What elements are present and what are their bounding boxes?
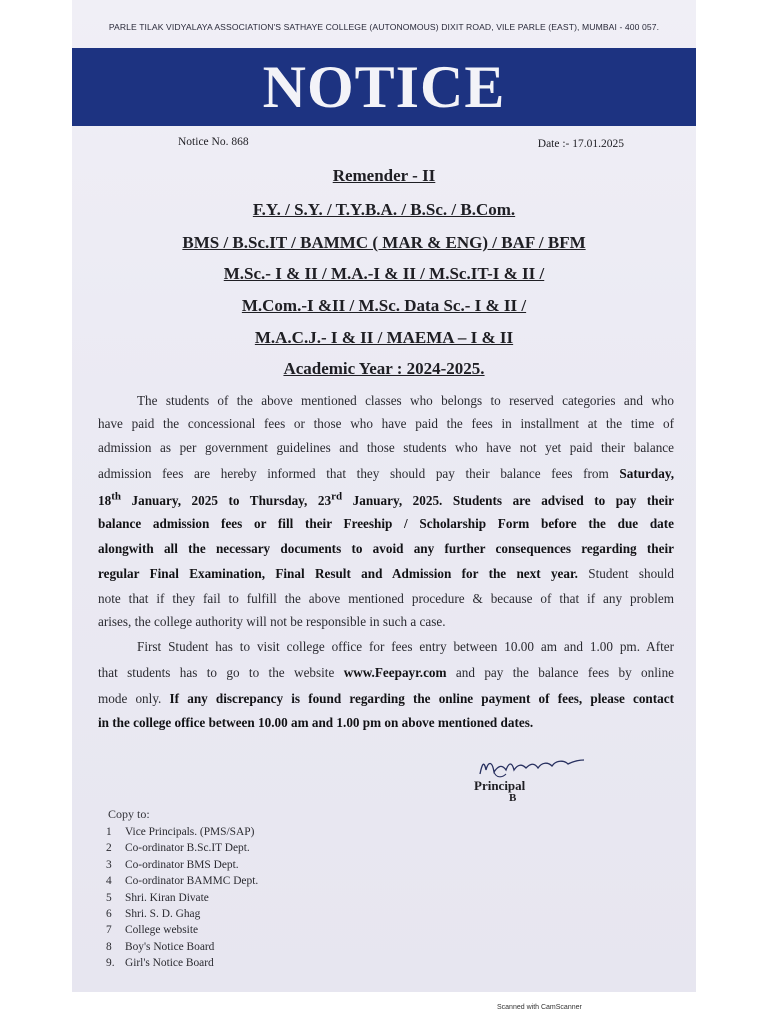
- reminder-heading: Remender - II: [332, 166, 436, 185]
- notice-number: Notice No. 868: [178, 136, 249, 148]
- paragraph-1-line: 18th January, 2025 to Thursday, 23rd January, 2025. Students are advised to pay their: [98, 491, 674, 509]
- copy-item: 6 Shri. S. D. Ghag: [106, 907, 201, 920]
- paragraph-1-line: regular Final Examination, Final Result and Admission for the next year. Student should: [98, 566, 675, 581]
- notice-sheet: [72, 0, 696, 992]
- class-list-line-1: F.Y. / S.Y. / T.Y.B.A. / B.Sc. / B.Com.: [252, 200, 516, 219]
- copy-item: 3 Co-ordinator BMS Dept.: [106, 858, 239, 871]
- paragraph-1-line: arises, the college authority will not be responsible in such a case.: [98, 614, 446, 629]
- scanner-watermark: Scanned with CamScanner: [497, 1004, 582, 1011]
- copy-item: 8 Boy's Notice Board: [106, 940, 215, 953]
- principal-initial: B: [509, 792, 517, 804]
- paragraph-1-line: balance admission fees or fill their Freeship / Scholarship Form before the due date: [98, 516, 674, 531]
- academic-year-heading: Academic Year : 2024-2025.: [283, 359, 485, 378]
- paragraph-2-line: First Student has to visit college office for fees entry between 10.00 am and 1.00 pm. After: [137, 639, 674, 654]
- copy-item: 9. Girl's Notice Board: [106, 957, 214, 970]
- notice-date: Date :- 17.01.2025: [537, 138, 624, 150]
- paragraph-2-line: that students has to go to the website www.Feepayr.com and pay the balance fees by online: [98, 665, 675, 680]
- paragraph-1-line: have paid the concessional fees or those who have paid the fees in installment at the time of: [98, 416, 674, 431]
- college-address: PARLE TILAK VIDYALAYA ASSOCIATION'S SATHAYE COLLEGE (AUTONOMOUS) DIXIT ROAD, VILE PARLE (EAST), MUMBAI - 400 057.: [108, 22, 660, 32]
- copy-item: 7 College website: [106, 924, 199, 937]
- website-link: www.Feepayr.com: [343, 665, 447, 680]
- class-list-line-4: M.Com.-I &II / M.Sc. Data Sc.- I & II /: [241, 296, 527, 315]
- class-list-line-5: M.A.C.J.- I & II / MAEMA – I & II: [254, 328, 514, 347]
- copy-item: 5 Shri. Kiran Divate: [106, 891, 209, 904]
- copy-item: 4 Co-ordinator BAMMC Dept.: [106, 875, 259, 888]
- copy-item: 1 Vice Principals. (PMS/SAP): [106, 826, 255, 838]
- paragraph-1-line: admission as per government guidelines and those students who have not yet paid their balance: [98, 440, 674, 455]
- class-list-line-2: BMS / B.Sc.IT / BAMMC ( MAR & ENG) / BAF / BFM: [182, 233, 586, 252]
- principal-label: Principal: [474, 778, 526, 793]
- paragraph-1-line: note that if they fail to fulfill the above mentioned procedure & because of that if any problem: [98, 591, 674, 606]
- notice-title: NOTICE: [262, 54, 506, 120]
- copy-to-list: [106, 826, 258, 974]
- class-list-line-3: M.Sc.- I & II / M.A.-I & II / M.Sc.IT-I & II /: [223, 264, 545, 283]
- copy-to-label: Copy to:: [108, 807, 150, 821]
- paragraph-2-line: in the college office between 10.00 am and 1.00 pm on above mentioned dates.: [98, 715, 534, 730]
- copy-item: 2 Co-ordinator B.Sc.IT Dept.: [106, 842, 250, 855]
- paragraph-1-line: admission fees are hereby informed that they should pay their balance fees from Saturday,: [98, 466, 674, 481]
- paragraph-1-line: alongwith all the necessary documents to avoid any further consequences regarding their: [98, 541, 674, 556]
- paragraph-1-line: The students of the above mentioned classes who belongs to reserved categories and who: [137, 393, 674, 408]
- paragraph-2-line: mode only. If any discrepancy is found regarding the online payment of fees, please contact: [98, 691, 675, 706]
